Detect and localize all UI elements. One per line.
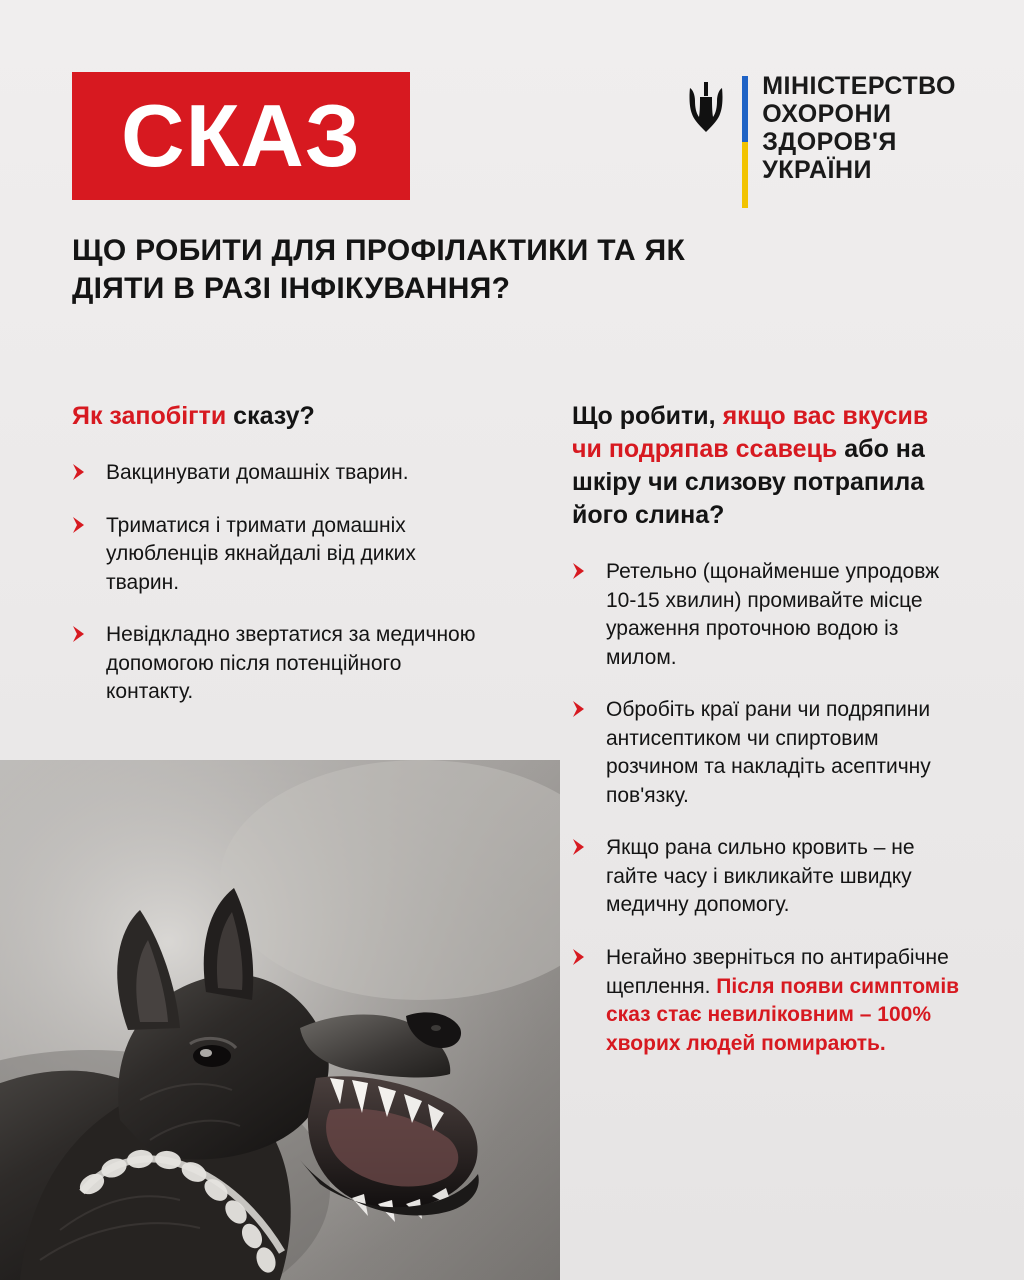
list-item-warning: Після появи симптомів сказ стає невиліковним – 100% хворих людей помирають. <box>606 974 960 1055</box>
ministry-line-3: ЗДОРОВ'Я <box>762 128 897 156</box>
list-item-text: Ретельно (щонайменше упродовж 10-15 хвилин) промивайте місце ураження проточною водою із милом. <box>606 560 940 669</box>
chevron-right-icon <box>572 562 588 582</box>
chevron-right-icon <box>572 700 588 720</box>
prevention-list <box>72 459 492 707</box>
poster-subtitle: ЩО РОБИТИ ДЛЯ ПРОФІЛАКТИКИ ТА ЯК ДІЯТИ В РАЗІ ІНФІКУВАННЯ? <box>72 234 686 306</box>
first-aid-heading-accent: якщо вас вкусив чи подряпав ссавець <box>572 402 929 463</box>
list-item <box>572 696 964 810</box>
list-item <box>572 558 964 672</box>
ukraine-trident-icon <box>684 80 728 142</box>
first-aid-list <box>572 558 964 1058</box>
prevention-heading-accent: Як запобігти <box>72 402 227 430</box>
list-item-text: Якщо рана сильно кровить – не гайте часу і викликайте швидку медичну допомогу. <box>606 836 915 917</box>
prevention-heading <box>72 400 492 433</box>
list-item-text: Вакцинувати домашніх тварин. <box>106 461 409 484</box>
dog-photo <box>0 760 560 1280</box>
flag-divider <box>742 76 748 208</box>
first-aid-heading-part2: або на шкіру чи слизову потрапила його слина? <box>572 435 925 529</box>
ministry-line-4: УКРАЇНИ <box>762 156 872 184</box>
chevron-right-icon <box>572 838 588 858</box>
prevention-section <box>72 400 492 707</box>
chevron-right-icon <box>572 948 588 968</box>
list-item-text: Обробіть краї рани чи подряпини антисептиком чи спиртовим розчином та накладіть асептичну пов'язку. <box>606 698 931 807</box>
poster-title-badge <box>72 72 410 200</box>
list-item <box>72 621 492 707</box>
list-item-text: Негайно зверніться по антирабічне щеплення. <box>606 946 949 998</box>
first-aid-section <box>572 400 964 1058</box>
ministry-line-2: ОХОРОНИ <box>762 100 892 128</box>
chevron-right-icon <box>72 516 88 536</box>
ministry-name <box>762 72 956 184</box>
ministry-line-1: МІНІСТЕРСТВО <box>762 72 956 100</box>
poster-title: СКАЗ <box>121 86 361 185</box>
list-item <box>572 944 964 1058</box>
list-item-text: Триматися і тримати домашніх улюбленців якнайдалі від диких тварин. <box>106 513 416 594</box>
list-item <box>72 512 492 598</box>
prevention-heading-rest: сказу? <box>226 402 315 430</box>
first-aid-heading <box>572 400 964 532</box>
list-item <box>572 834 964 920</box>
ministry-logo <box>684 72 956 208</box>
chevron-right-icon <box>72 463 88 483</box>
chevron-right-icon <box>72 625 88 645</box>
list-item-text: Невідкладно звертатися за медичною допомогою після потенційного контакту. <box>106 623 476 704</box>
first-aid-heading-part1: Що робити, <box>572 402 723 430</box>
list-item <box>72 459 492 488</box>
